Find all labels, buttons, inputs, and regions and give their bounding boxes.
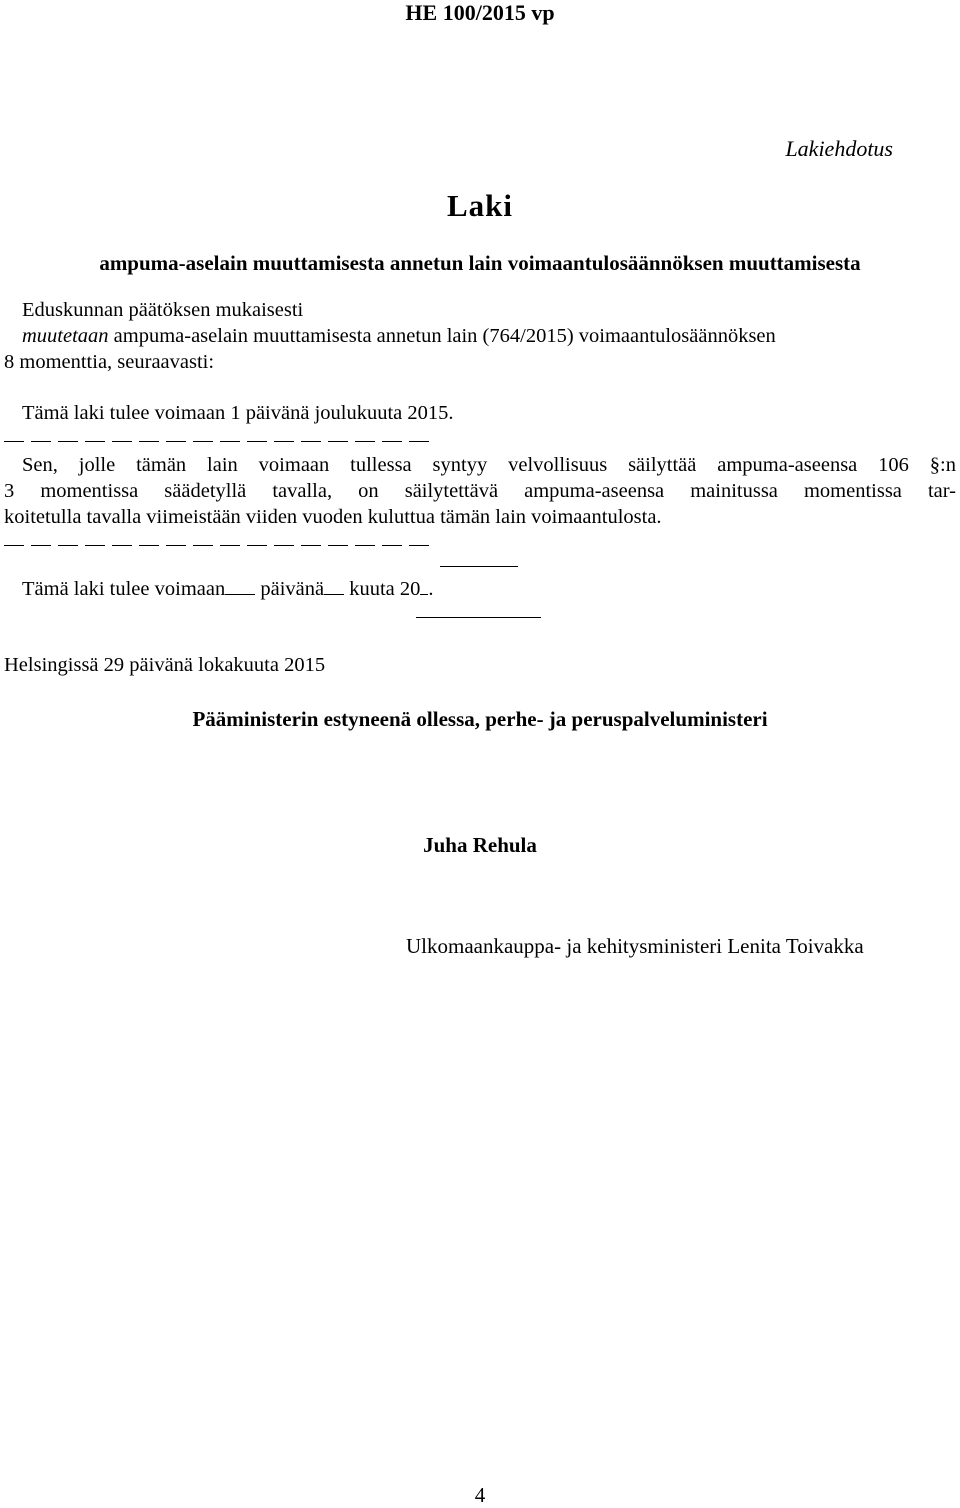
signer-name: Juha Rehula (423, 833, 537, 857)
new-paragraph-line: koitetulla tavalla viimeistään viiden vuoden kuluttua tämän lain voimaantulosta. (4, 506, 662, 528)
signer-title: Pääministerin estyneenä ollessa, perhe- ja peruspalveluministeri (192, 707, 768, 731)
law-title: Laki (446, 188, 514, 223)
amendment-verb: muutetaan (22, 325, 109, 347)
omission-dash-line (4, 430, 436, 450)
document-header: HE 100/2015 vp (405, 0, 555, 25)
place-and-date: Helsingissä 29 päivänä lokakuuta 2015 (4, 654, 326, 676)
current-provision-text: Tämä laki tulee voimaan 1 päivänä joulukuuta 2015. (22, 402, 454, 424)
entry-into-force-text: . (428, 578, 434, 600)
preamble: Eduskunnan päätöksen mukaisesti (22, 299, 304, 321)
entry-into-force-text: kuuta 20 (349, 578, 421, 600)
new-paragraph (4, 452, 956, 530)
amendment-clause-continuation: 8 momenttia, seuraavasti: (4, 351, 215, 373)
separator-rule (440, 566, 518, 567)
law-subtitle: ampuma-aselain muuttamisesta annetun lain voimaantulosäännöksen muuttamisesta (99, 251, 861, 275)
entry-into-force-text: Tämä laki tulee voimaan (22, 578, 226, 600)
separator-rule (416, 617, 541, 618)
date-blank (225, 594, 255, 595)
entry-into-force-text: päivänä (260, 578, 325, 600)
new-paragraph-line: 3 momentissa säädetyllä tavalla, on säilytettävä ampuma-aseensa mainitussa momentissa tar- (4, 480, 956, 502)
month-blank (324, 594, 344, 595)
omission-dash-line (4, 534, 436, 554)
page-number: 4 (474, 1483, 486, 1507)
document-kind-label: Lakiehdotus (785, 136, 893, 161)
new-paragraph-line: Sen, jolle tämän lain voimaan tullessa syntyy velvollisuus säilyttää ampuma-aseensa 106 §:n (22, 454, 956, 476)
amendment-clause-text: ampuma-aselain muuttamisesta annetun lain (764/2015) voimaantulosäännöksen (108, 325, 776, 347)
second-signer: Ulkomaankauppa- ja kehitysministeri Lenita Toivakka (406, 934, 864, 958)
amendment-clause (22, 323, 776, 349)
entry-into-force-clause (22, 576, 434, 602)
